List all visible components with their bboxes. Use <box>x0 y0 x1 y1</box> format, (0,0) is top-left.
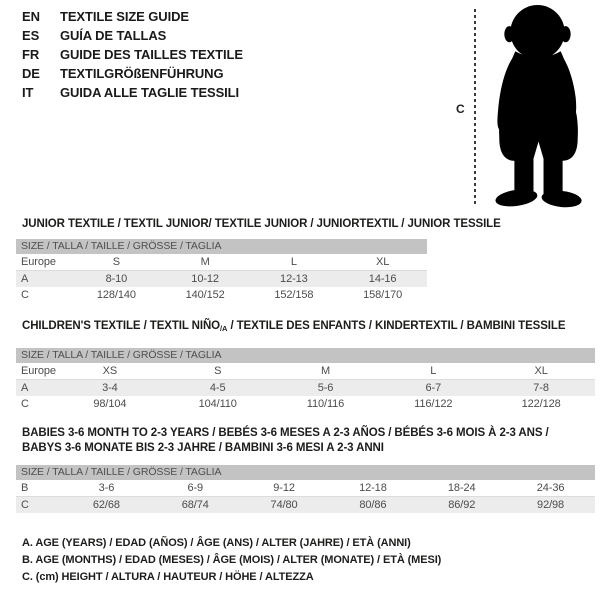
cell: 68/74 <box>151 497 240 514</box>
row-label: C <box>21 398 29 410</box>
lang-code: ES <box>22 28 40 43</box>
junior-size-table <box>16 239 427 303</box>
children-title-subscript: /A <box>220 324 228 333</box>
lang-code: DE <box>22 66 40 81</box>
footnote-a: A. AGE (YEARS) / EDAD (AÑOS) / ÂGE (ANS) / ALTER (JAHRE) / ETÀ (ANNI) <box>22 537 411 549</box>
cell: 6-9 <box>151 480 240 497</box>
babies-title-line1: BABIES 3-6 MONTH TO 2-3 YEARS / BEBÉS 3-6 MESES A 2-3 AÑOS / BÉBÉS 3-6 MOIS À 2-3 ANS / <box>22 427 549 439</box>
footnote-b: B. AGE (MONTHS) / EDAD (MESES) / ÂGE (MOIS) / ALTER (MONATE) / ETÀ (MESI) <box>22 554 442 566</box>
lang-row-it <box>22 83 243 102</box>
lang-label: GUÍA DE TALLAS <box>60 28 167 43</box>
babies-size-table <box>16 465 595 513</box>
lang-code: FR <box>22 47 40 62</box>
cell: S <box>72 254 161 271</box>
table-row <box>16 497 595 514</box>
cell: 116/122 <box>414 398 453 410</box>
cell: 3-4 <box>56 380 164 397</box>
children-size-table <box>16 348 595 412</box>
babies-section-title <box>22 426 549 456</box>
babies-title-line2: BABYS 3-6 MONATE BIS 2-3 JAHRE / BAMBINI 3-6 MESI A 2-3 ANNI <box>22 442 384 454</box>
table-row <box>16 396 595 412</box>
cell: 8-10 <box>72 271 161 288</box>
cell: XL <box>487 363 595 380</box>
cell: 7-8 <box>487 380 595 397</box>
language-list <box>22 7 243 102</box>
cell: 4-5 <box>164 380 272 397</box>
size-header-bar: SIZE / TALLA / TAILLE / GRÖSSE / TAGLIA <box>16 348 595 363</box>
size-header-bar: SIZE / TALLA / TAILLE / GRÖSSE / TAGLIA <box>16 239 427 254</box>
cell: 140/152 <box>185 289 225 301</box>
junior-section-title: JUNIOR TEXTILE / TEXTIL JUNIOR/ TEXTILE JUNIOR / JUNIORTEXTIL / JUNIOR TESSILE <box>22 218 501 230</box>
lang-label: GUIDE DES TAILLES TEXTILE <box>60 47 243 62</box>
row-label: C <box>21 289 29 301</box>
footnote-legend <box>22 535 441 586</box>
lang-label: TEXTILGRÖßENFÜHRUNG <box>60 66 224 81</box>
cell: 86/92 <box>417 497 506 514</box>
row-label: Europe <box>16 254 72 271</box>
table-row <box>16 287 427 303</box>
cell: 62/68 <box>62 497 151 514</box>
cell: M <box>272 363 380 380</box>
toddler-silhouette-image <box>481 3 595 209</box>
cell: 9-12 <box>240 480 329 497</box>
children-title-part1: CHILDREN'S TEXTILE / TEXTIL NIÑO <box>22 320 221 332</box>
cell: L <box>379 363 487 380</box>
table-row <box>16 271 427 288</box>
table-row <box>16 363 595 380</box>
lang-row-fr <box>22 45 243 64</box>
cell: 12-13 <box>250 271 339 288</box>
cell: 12-18 <box>328 480 417 497</box>
row-label: C <box>16 497 62 514</box>
cell: 110/116 <box>306 398 345 410</box>
cell: 128/140 <box>96 289 136 301</box>
height-measure-label: C <box>456 102 465 116</box>
lang-code: EN <box>22 9 40 24</box>
table-row <box>16 254 427 271</box>
cell: 152/158 <box>274 289 314 301</box>
lang-row-es <box>22 26 243 45</box>
cell: 24-36 <box>506 480 595 497</box>
cell: 74/80 <box>240 497 329 514</box>
size-header-bar: SIZE / TALLA / TAILLE / GRÖSSE / TAGLIA <box>16 465 595 480</box>
cell: 18-24 <box>417 480 506 497</box>
lang-label: TEXTILE SIZE GUIDE <box>60 9 189 24</box>
cell: 6-7 <box>379 380 487 397</box>
cell: 3-6 <box>62 480 151 497</box>
cell: 80/86 <box>328 497 417 514</box>
footnote-c: C. (cm) HEIGHT / ALTURA / HAUTEUR / HÖHE / ALTEZZA <box>22 571 314 583</box>
cell: 98/104 <box>93 398 127 410</box>
lang-label: GUIDA ALLE TAGLIE TESSILI <box>60 85 240 100</box>
cell: 14-16 <box>338 271 427 288</box>
height-measure-dotted-line <box>474 9 476 206</box>
cell: 158/170 <box>363 289 403 301</box>
row-label: Europe <box>16 363 56 380</box>
children-section-title <box>22 319 565 336</box>
cell: S <box>164 363 272 380</box>
cell: 104/110 <box>198 398 237 410</box>
lang-row-en <box>22 7 243 26</box>
cell: XL <box>338 254 427 271</box>
row-label: A <box>16 380 56 397</box>
lang-row-de <box>22 64 243 83</box>
row-label: B <box>16 480 62 497</box>
table-row <box>16 380 595 397</box>
row-label: A <box>16 271 72 288</box>
children-title-part2: / TEXTILE DES ENFANTS / KINDERTEXTIL / BAMBINI TESSILE <box>227 320 566 332</box>
cell: M <box>161 254 250 271</box>
cell: XS <box>56 363 164 380</box>
lang-code: IT <box>22 85 34 100</box>
cell: 92/98 <box>506 497 595 514</box>
table-row <box>16 480 595 497</box>
cell: 5-6 <box>272 380 380 397</box>
cell: L <box>250 254 339 271</box>
cell: 10-12 <box>161 271 250 288</box>
cell: 122/128 <box>521 398 561 410</box>
